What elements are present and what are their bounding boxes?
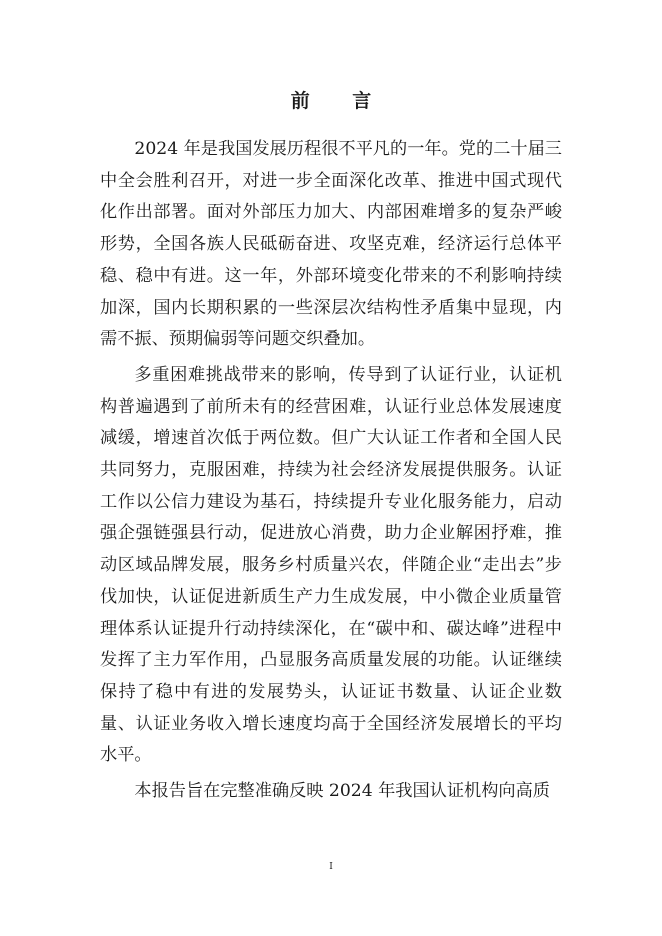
page-title: 前 言 [290, 90, 390, 112]
body-text [100, 134, 562, 812]
paragraph-3: 本报告旨在完整准确反映 2024 年我国认证机构向高质 [134, 781, 550, 802]
paragraph-1: 2024 年是我国发展历程很不平凡的一年。党的二十届三中全会胜利召开，对进一步全面深化改革、推进中国式现代化作出部署。面对外部压力加大、内部困难增多的复杂严峻形势，全国各族人民砥砺奋进、攻坚克难，经济运行总体平稳、稳中有进。这一年，外部环境变化带来的不利影响持续加深，国内长期积累的一些深层次结构性矛盾集中显现，内需不振、预期偏弱等问题交织叠加。 [100, 139, 562, 350]
page-number: I [329, 862, 333, 872]
paragraph-2: 多重困难挑战带来的影响，传导到了认证行业，认证机构普遍遇到了前所未有的经营困难，认证行业总体发展速度减缓，增速首次低于两位数。但广大认证工作者和全国人民共同努力，克服困难，持续为社会经济发展提供服务。认证工作以公信力建设为基石，持续提升专业化服务能力，启动强企强链强县行动，促进放心消费，助力企业解困抒难，推动区域品牌发展，服务乡村质量兴农，伴随企业“走出去”步伐加快，认证促进新质生产力生成发展，中小微企业质量管理体系认证提升行动持续深化，在“碳中和、碳达峰”进程中发挥了主力军作用，凸显服务高质量发展的功能。认证继续保持了稳中有进的发展势头，认证证书数量、认证企业数量、认证业务收入增长速度均高于全国经济发展增长的平均水平。 [100, 364, 562, 766]
